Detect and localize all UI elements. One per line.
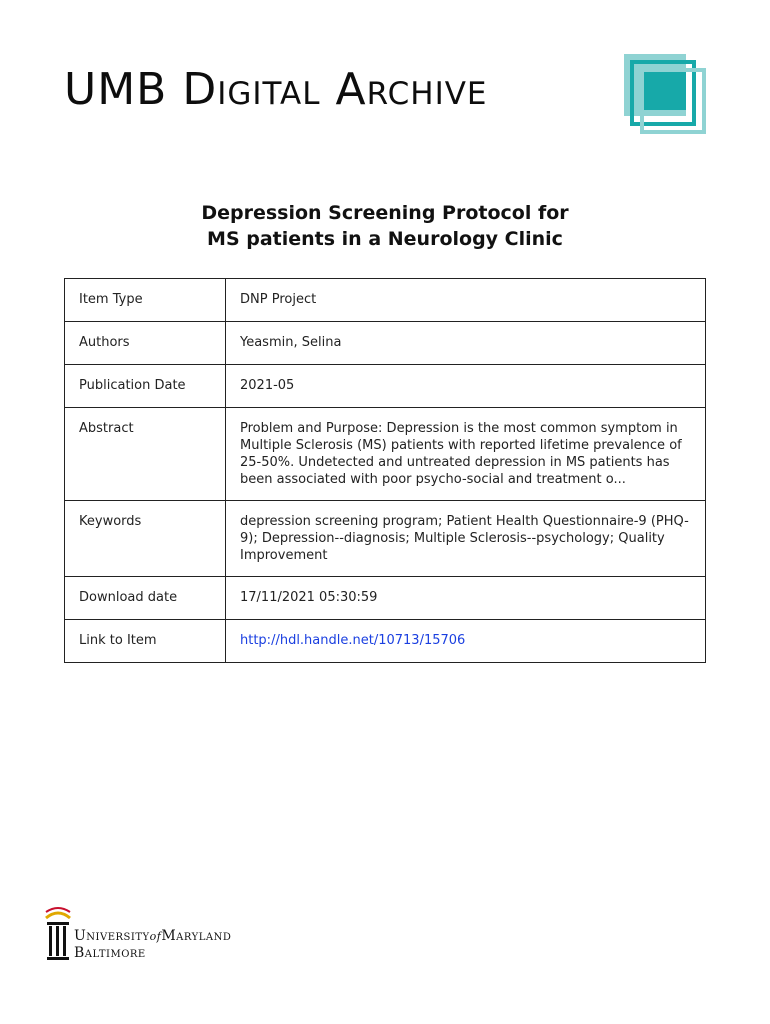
metadata-label: Keywords [65,501,226,577]
metadata-value: Yeasmin, Selina [226,322,706,365]
archive-header [64,60,724,140]
metadata-label: Publication Date [65,365,226,408]
keywords-text: depression screening program; Patient Health Questionnaire-9 (PHQ-9); Depression--diagnosis; Multiple Sclerosis--psychology; Quality Improvement [226,501,706,577]
document-title-line-1: Depression Screening Protocol for [201,202,569,224]
metadata-row-abstract [65,408,706,501]
university-of: of [149,930,162,943]
metadata-value: DNP Project [226,279,706,322]
overlapping-squares-logo-icon [620,54,708,134]
metadata-row-item-type [65,279,706,322]
metadata-value [226,620,706,663]
metadata-table [64,278,706,663]
university-word: University [74,928,150,944]
metadata-row-link [65,620,706,663]
university-logo [44,906,304,970]
university-maryland: Maryland [161,928,232,944]
metadata-label: Item Type [65,279,226,322]
metadata-row-download-date [65,577,706,620]
metadata-value: 2021-05 [226,365,706,408]
document-title-line-2: MS patients in a Neurology Clinic [207,228,563,250]
metadata-label: Authors [65,322,226,365]
metadata-label: Download date [65,577,226,620]
document-title [0,200,770,252]
archive-title: UMB Digital Archive [64,64,488,115]
metadata-row-authors [65,322,706,365]
abstract-text: Problem and Purpose: Depression is the most common symptom in Multiple Sclerosis (MS) patients with reported lifetime prevalence of 25-50%. Undetected and untreated depression in MS patients has been associated with poor psycho-social and treatment o... [226,408,706,501]
metadata-row-publication-date [65,365,706,408]
item-link[interactable]: http://hdl.handle.net/10713/15706 [240,633,466,648]
university-name [74,928,231,961]
university-baltimore: Baltimore [74,945,146,961]
metadata-label: Abstract [65,408,226,501]
metadata-row-keywords [65,501,706,577]
metadata-value: 17/11/2021 05:30:59 [226,577,706,620]
metadata-label: Link to Item [65,620,226,663]
umb-column-seal-icon [44,906,72,966]
